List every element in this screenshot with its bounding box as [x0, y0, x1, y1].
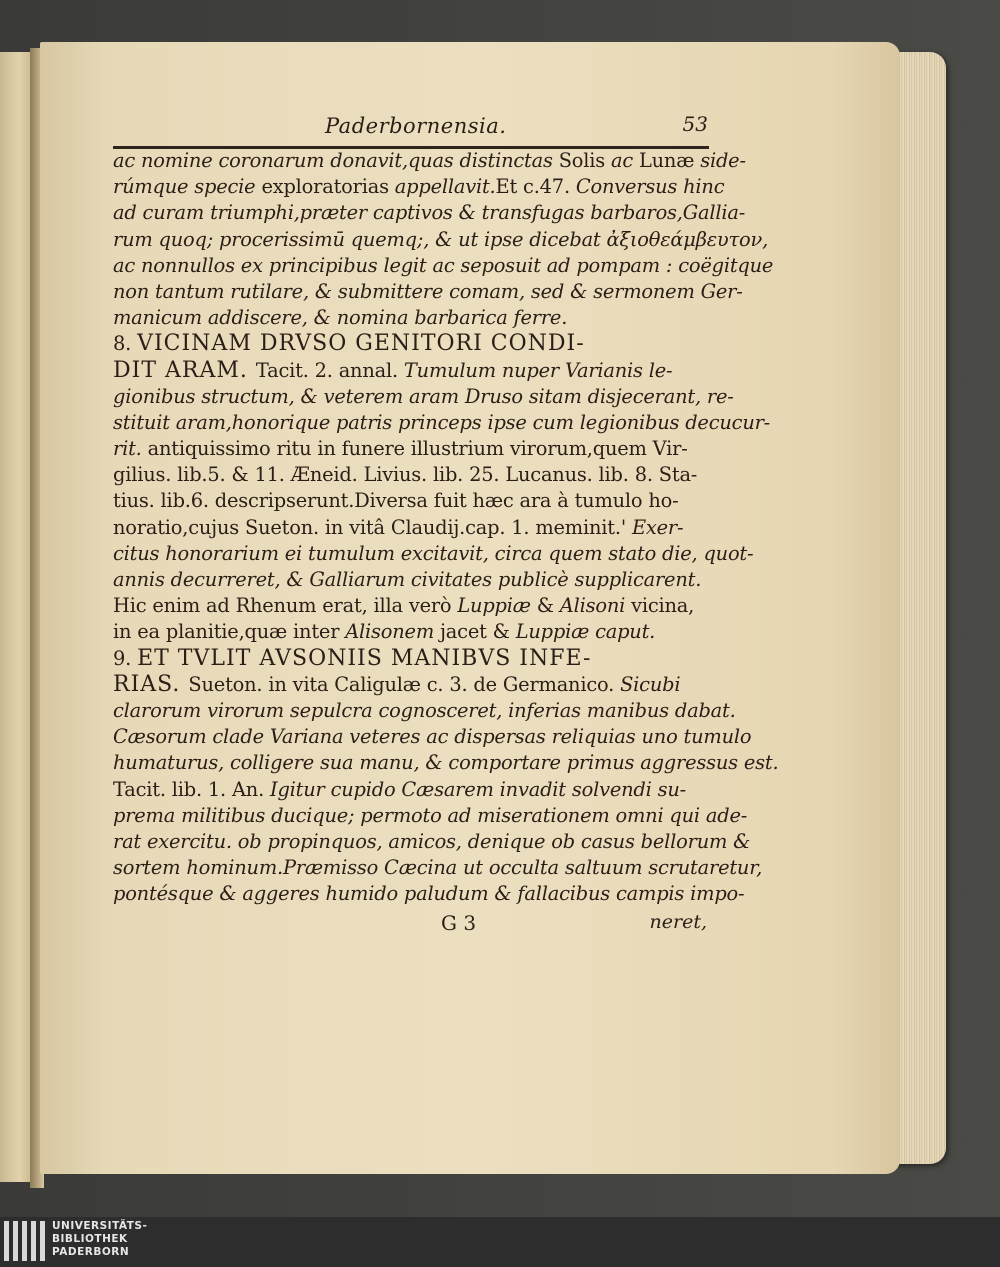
text-line — [113, 619, 713, 645]
text-line — [113, 462, 713, 488]
text-line — [113, 750, 779, 776]
library-logo-line: PADERBORN — [52, 1246, 130, 1258]
italic-text: rit. — [113, 437, 148, 461]
italic-text: side- — [700, 149, 746, 172]
italic-text: gionibus structum, & veterem aram Druso sitam disjecerant, re- — [113, 384, 734, 408]
italic-text: Alisoni — [559, 594, 632, 618]
italic-text: manicum addiscere, & nomina barbarica ferre. — [113, 306, 568, 330]
italic-text: pontésque & aggeres humido paludum & fallacibus campis impo- — [113, 882, 745, 906]
page-content — [113, 108, 779, 941]
text-line — [113, 541, 754, 567]
text-line — [113, 410, 771, 436]
roman-text: noratio,cujus Sueton. in vitâ Claudij.cap. 1. meminit.' — [113, 515, 632, 539]
library-logo-line: BIBLIOTHEK — [52, 1233, 128, 1245]
italic-text: stituit aram,honorique patris princeps ipse cum legionibus decucur- — [113, 410, 771, 434]
italic-text: Alisonem — [345, 620, 440, 644]
italic-text: Tumulum nuper Varianis le- — [403, 358, 673, 382]
italic-text: citus honorarium ei tumulum excitavit, circa quem stato die, quot- — [113, 541, 754, 565]
roman-text: Tacit. 2. annal. — [255, 358, 404, 382]
text-line — [113, 777, 713, 803]
text-line — [113, 384, 734, 410]
roman-text: 9. — [113, 646, 138, 670]
catchword: neret, — [649, 911, 707, 934]
caps-text: RIAS. — [113, 671, 189, 697]
text-line — [113, 174, 725, 200]
library-footer-bar — [0, 1217, 1000, 1267]
text-line — [113, 829, 751, 855]
caps-text: DIT ARAM. — [113, 357, 256, 383]
running-title: Paderbornensia. — [325, 114, 507, 138]
text-line — [113, 593, 713, 619]
roman-text: in ea planitie,quæ inter — [113, 620, 346, 644]
italic-text: appellavit. — [394, 175, 496, 199]
roman-text: antiquissimo ritu in funere illustrium virorum,quem Vir- — [147, 437, 688, 461]
roman-text: Lunæ — [638, 149, 701, 172]
text-line — [113, 881, 745, 907]
italic-text: Sicubi — [620, 672, 681, 696]
running-head — [113, 108, 713, 142]
text-line — [113, 148, 746, 174]
text-line — [113, 698, 736, 724]
text-line — [113, 253, 774, 279]
italic-text: Luppiæ caput. — [515, 620, 656, 644]
italic-text: humaturus, colligere sua manu, & comportare primus aggressus est. — [113, 751, 779, 775]
text-line — [113, 331, 713, 357]
text-line — [113, 488, 713, 514]
left-page-edge — [0, 52, 33, 1182]
italic-text: Luppiæ — [457, 594, 537, 618]
italic-text: non tantum rutilare, & submittere comam, sed & sermonem Ger- — [113, 279, 743, 303]
roman-text: Tacit. lib. 1. An. — [113, 777, 270, 801]
text-line — [113, 515, 713, 541]
text-line — [113, 567, 713, 593]
text-line — [113, 436, 713, 462]
caps-text: VICINAM DRVSO GENITORI CONDI- — [137, 331, 585, 357]
caps-text: ET TVLIT AVSONIIS MANIBVS INFE- — [137, 645, 592, 671]
text-line — [113, 672, 713, 698]
text-line — [113, 279, 743, 305]
library-logo-line: UNIVERSITÄTS- — [52, 1220, 148, 1232]
roman-text: tius. lib.6. descripserunt.Diversa fuit hæc ara à tumulo ho- — [113, 489, 679, 513]
italic-text: prema militibus ducique; permoto ad miserationem omni qui ade- — [113, 803, 748, 827]
header-rule — [113, 146, 709, 149]
signature-mark: G 3 — [441, 911, 477, 936]
text-line — [113, 646, 713, 672]
text-line — [113, 855, 763, 881]
italic-text: Conversus hinc — [575, 175, 725, 199]
text-line — [113, 200, 746, 226]
roman-text: 8. — [113, 332, 138, 356]
roman-text: gilius. lib.5. & 11. Æneid. Livius. lib. 25. Lucanus. lib. 8. Sta- — [113, 463, 698, 487]
italic-text: ad curam triumphi,præter captivos & transfugas barbaros,Gallia- — [113, 201, 746, 225]
body-text — [113, 148, 779, 907]
italic-text: ac nomine coronarum donavit,quas distinctas — [113, 149, 559, 172]
italic-text: rúmque specie — [113, 175, 262, 199]
text-line — [113, 305, 713, 331]
italic-text: sortem hominum.Præmisso Cæcina ut occulta saltuum scrutaretur, — [113, 856, 763, 880]
italic-text: Igitur cupido Cæsarem invadit solvendi su- — [270, 777, 686, 801]
roman-text: jacet & — [439, 620, 516, 644]
italic-text: rum quoq; procerissimū quemq;, & ut ipse dicebat ἀξιοθεάμβευτον, — [113, 227, 769, 251]
italic-text: annis decurreret, & Galliarum civitates publicè supplicarent. — [113, 568, 702, 591]
roman-text: exploratorias — [261, 175, 395, 199]
italic-text: ac nonnullos ex principibus legit ac seposuit ad pompam : coëgitque — [113, 253, 774, 277]
italic-text: Exer- — [631, 515, 684, 539]
italic-text: Cæsorum clade Variana veteres ac dispersas reliquias uno tumulo — [113, 725, 752, 749]
roman-text: Hic enim ad Rhenum erat, illa verò — [113, 594, 458, 618]
page-number: 53 — [682, 112, 708, 136]
library-logo-text — [52, 1220, 147, 1259]
text-line — [113, 358, 713, 384]
italic-text: rat exercitu. ob propinquos, amicos, denique ob casus bellorum & — [113, 829, 751, 853]
roman-text: vicina, — [631, 594, 695, 618]
italic-text: ac — [610, 149, 639, 172]
roman-text: & — [536, 594, 560, 618]
roman-text: Solis — [558, 149, 611, 172]
text-line — [113, 227, 769, 253]
roman-text: Sueton. in vita Caligulæ c. 3. de Germanico. — [188, 672, 621, 696]
text-line — [113, 724, 752, 750]
library-logo-icon — [4, 1221, 48, 1261]
italic-text: clarorum virorum sepulcra cognosceret, inferias manibus dabat. — [113, 698, 736, 722]
roman-text: Et c.47. — [495, 175, 576, 199]
text-line — [113, 803, 748, 829]
page-footer — [113, 911, 713, 941]
